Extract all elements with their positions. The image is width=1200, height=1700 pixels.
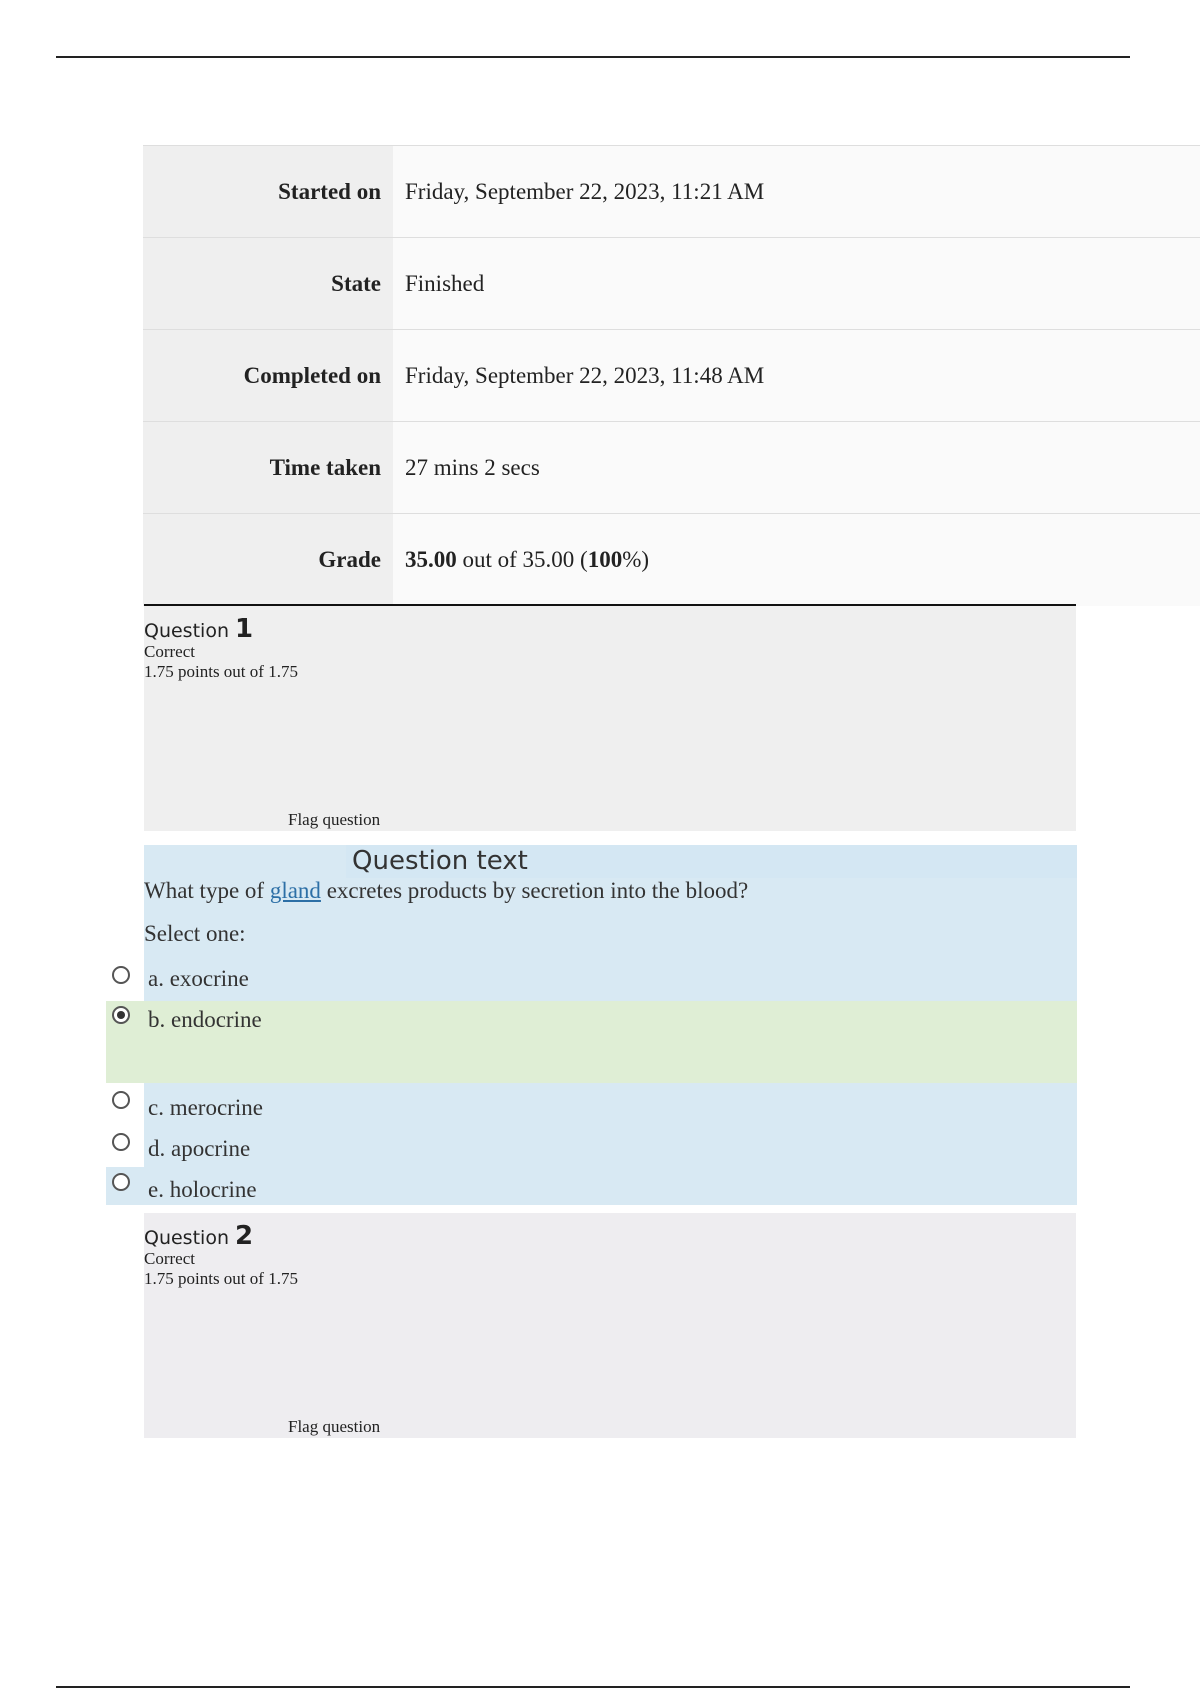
summary-value: 27 mins 2 secs bbox=[393, 422, 1200, 514]
flag-question-link[interactable]: Flag question bbox=[288, 1417, 381, 1436]
summary-value: Finished bbox=[393, 238, 1200, 330]
summary-label: State bbox=[143, 238, 393, 330]
question-1-info bbox=[144, 604, 1076, 831]
answer-label: e. holocrine bbox=[148, 1177, 257, 1202]
grade-percent-close: %) bbox=[622, 546, 650, 572]
question-number: 1 bbox=[235, 614, 254, 644]
radio-unchecked-icon[interactable] bbox=[112, 1091, 130, 1109]
radio-checked-icon[interactable] bbox=[112, 1006, 130, 1024]
select-one-prompt: Select one: bbox=[144, 921, 246, 946]
summary-row-grade bbox=[143, 514, 1200, 606]
question-grade: 1.75 points out of 1.75 bbox=[144, 662, 298, 681]
bottom-rule bbox=[56, 1686, 1130, 1688]
answer-label: a. exocrine bbox=[148, 966, 249, 991]
summary-label: Time taken bbox=[143, 422, 393, 514]
summary-label: Grade bbox=[143, 514, 393, 606]
question-state: Correct bbox=[144, 1249, 195, 1268]
summary-value: Friday, September 22, 2023, 11:48 AM bbox=[393, 330, 1200, 422]
question-text-before: What type of bbox=[144, 878, 270, 903]
attempt-summary-table bbox=[143, 145, 1200, 606]
summary-label: Started on bbox=[143, 146, 393, 238]
question-state: Correct bbox=[144, 642, 195, 661]
grade-score: 35.00 bbox=[405, 546, 457, 572]
glossary-link-gland[interactable]: gland bbox=[269, 878, 321, 903]
question-1-content bbox=[106, 845, 1077, 1205]
summary-value: Friday, September 22, 2023, 11:21 AM bbox=[393, 146, 1200, 238]
question-text-heading: Question text bbox=[346, 845, 1077, 878]
question-text-after: excretes products by secretion into the blood? bbox=[320, 878, 749, 903]
answer-option-c[interactable] bbox=[106, 1085, 1077, 1123]
top-rule bbox=[56, 56, 1130, 58]
question-text bbox=[144, 878, 748, 904]
answer-label: d. apocrine bbox=[148, 1136, 251, 1161]
question-number: 2 bbox=[235, 1221, 254, 1251]
answer-option-e[interactable] bbox=[106, 1167, 1077, 1205]
summary-value bbox=[393, 514, 1200, 606]
question-word: Question bbox=[144, 620, 229, 642]
answer-option-b[interactable] bbox=[106, 1001, 1077, 1083]
summary-label: Completed on bbox=[143, 330, 393, 422]
radio-unchecked-icon[interactable] bbox=[112, 966, 130, 984]
question-title bbox=[144, 614, 253, 644]
summary-row-completed bbox=[143, 330, 1200, 422]
summary-row-time-taken bbox=[143, 422, 1200, 514]
summary-row-started bbox=[143, 146, 1200, 238]
answer-option-d[interactable] bbox=[106, 1127, 1077, 1165]
answer-label: b. endocrine bbox=[148, 1007, 262, 1032]
radio-unchecked-icon[interactable] bbox=[112, 1133, 130, 1151]
grade-percent: 100 bbox=[587, 546, 623, 572]
grade-out-of: out of 35.00 ( bbox=[456, 546, 588, 572]
question-grade: 1.75 points out of 1.75 bbox=[144, 1269, 298, 1288]
answer-label: c. merocrine bbox=[148, 1095, 263, 1120]
question-word: Question bbox=[144, 1227, 229, 1249]
flag-question-link[interactable]: Flag question bbox=[288, 810, 381, 829]
radio-unchecked-icon[interactable] bbox=[112, 1173, 130, 1191]
summary-row-state bbox=[143, 238, 1200, 330]
question-title bbox=[144, 1221, 253, 1251]
answer-option-a[interactable] bbox=[106, 961, 1077, 999]
question-2-info bbox=[144, 1213, 1076, 1438]
